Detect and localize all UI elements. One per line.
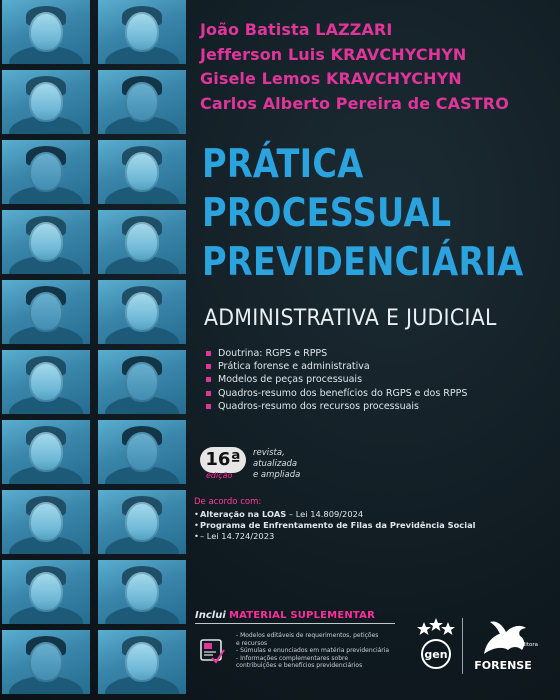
- includes-word: Inclui: [195, 610, 226, 621]
- portrait-tile: [98, 490, 186, 554]
- feature-text: Modelos de peças processuais: [218, 374, 363, 386]
- edition-caption: edição: [206, 471, 233, 480]
- legal-accordance: [194, 497, 554, 542]
- supplement-divider: [195, 623, 395, 624]
- supplement-item: - Súmulas e enunciados em matéria previdenciária: [236, 647, 390, 654]
- bullet-square-icon: [206, 364, 211, 369]
- publisher-divider: [462, 618, 463, 674]
- gen-logo-text: gen: [424, 648, 448, 661]
- portrait-tile: [2, 630, 90, 694]
- supplement-item: contribuições e benefícios previdenciários: [236, 662, 363, 669]
- feature-item: [206, 373, 536, 386]
- portrait-tile: [2, 0, 90, 64]
- feature-list: [206, 347, 536, 413]
- author-name: João Batista LAZZARI: [200, 20, 393, 39]
- accordance-rest: – Lei 14.809/2024: [286, 509, 364, 519]
- supplement-item: e recursos: [236, 639, 268, 647]
- title-line: PROCESSUAL: [202, 191, 452, 236]
- title-line: PRÁTICA: [202, 142, 364, 187]
- portrait-tile: [2, 420, 90, 484]
- author-name: Gisele Lemos KRAVCHYCHYN: [200, 69, 462, 88]
- portrait-tile: [2, 490, 90, 554]
- portrait-tile: [2, 350, 90, 414]
- edition-notes: [253, 448, 300, 481]
- portrait-tile: [98, 210, 186, 274]
- feature-item: [206, 360, 536, 373]
- supplement-material-label: MATERIAL SUPLEMENTAR: [228, 610, 376, 621]
- edition-badge: [200, 447, 252, 479]
- forense-small-label: Editora: [518, 642, 538, 648]
- bullet-square-icon: [206, 391, 211, 396]
- portrait-tile: [98, 0, 186, 64]
- feature-item: [206, 347, 536, 360]
- book-subtitle: ADMINISTRATIVA E JUDICIAL: [204, 306, 497, 331]
- portrait-tile: [2, 140, 90, 204]
- feature-text: Quadros-resumo dos benefícios do RGPS e dos RPPS: [218, 387, 468, 399]
- portrait-tile: [98, 350, 186, 414]
- portrait-tile: [98, 70, 186, 134]
- author-list: [200, 18, 550, 116]
- edition-note: revista,: [253, 448, 285, 458]
- portrait-tile: [98, 420, 186, 484]
- supplement-list: [236, 632, 406, 670]
- accordance-item: [194, 509, 554, 520]
- author-name: Jefferson Luis KRAVCHYCHYN: [200, 44, 467, 64]
- accordance-continuation-text: – Lei 14.724/2023: [200, 531, 275, 541]
- bullet-square-icon: [206, 377, 211, 382]
- portrait-grid: [0, 0, 188, 700]
- feature-text: Doutrina: RGPS e RPPS: [218, 348, 328, 359]
- edition-note: e ampliada: [253, 470, 301, 480]
- forense-label: FORENSE: [474, 659, 532, 672]
- edition-number: 16ª: [200, 447, 246, 473]
- feature-item: [206, 400, 536, 413]
- portrait-tile: [2, 210, 90, 274]
- bullet-square-icon: [206, 404, 211, 409]
- portrait-tile: [98, 630, 186, 694]
- accordance-item: [194, 520, 554, 531]
- portrait-tile: [98, 140, 186, 204]
- portrait-tile: [2, 70, 90, 134]
- supplement-header: [195, 610, 395, 624]
- feature-text: Prática forense e administrativa: [218, 361, 370, 373]
- accordance-label: De acordo com:: [194, 497, 262, 507]
- document-download-icon: [198, 636, 226, 664]
- accordance-bold: Programa de Enfrentamento de Filas da Previdência Social: [200, 520, 476, 530]
- supplement-item: - Informações complementares sobre: [236, 654, 349, 662]
- accordance-continuation: [194, 531, 554, 542]
- bullet-square-icon: [206, 351, 211, 356]
- accordance-bold: Alteração na LOAS: [200, 509, 287, 519]
- edition-note: atualizada: [253, 459, 298, 469]
- feature-item: [206, 387, 536, 400]
- portrait-tile: [98, 560, 186, 624]
- forense-logo: [466, 616, 540, 682]
- title-line: PREVIDENCIÁRIA: [202, 240, 524, 285]
- author-name: Carlos Alberto Pereira de CASTRO: [200, 93, 509, 113]
- portrait-tile: [2, 280, 90, 344]
- portrait-tile: [98, 280, 186, 344]
- feature-text: Quadros-resumo dos recursos processuais: [218, 400, 420, 412]
- supplement-item: - Modelos editáveis de requerimentos, petições: [236, 632, 379, 639]
- book-title: [202, 140, 560, 287]
- gen-logo: [414, 614, 458, 674]
- portrait-tile: [2, 560, 90, 624]
- horse-emblem-icon: [466, 616, 540, 660]
